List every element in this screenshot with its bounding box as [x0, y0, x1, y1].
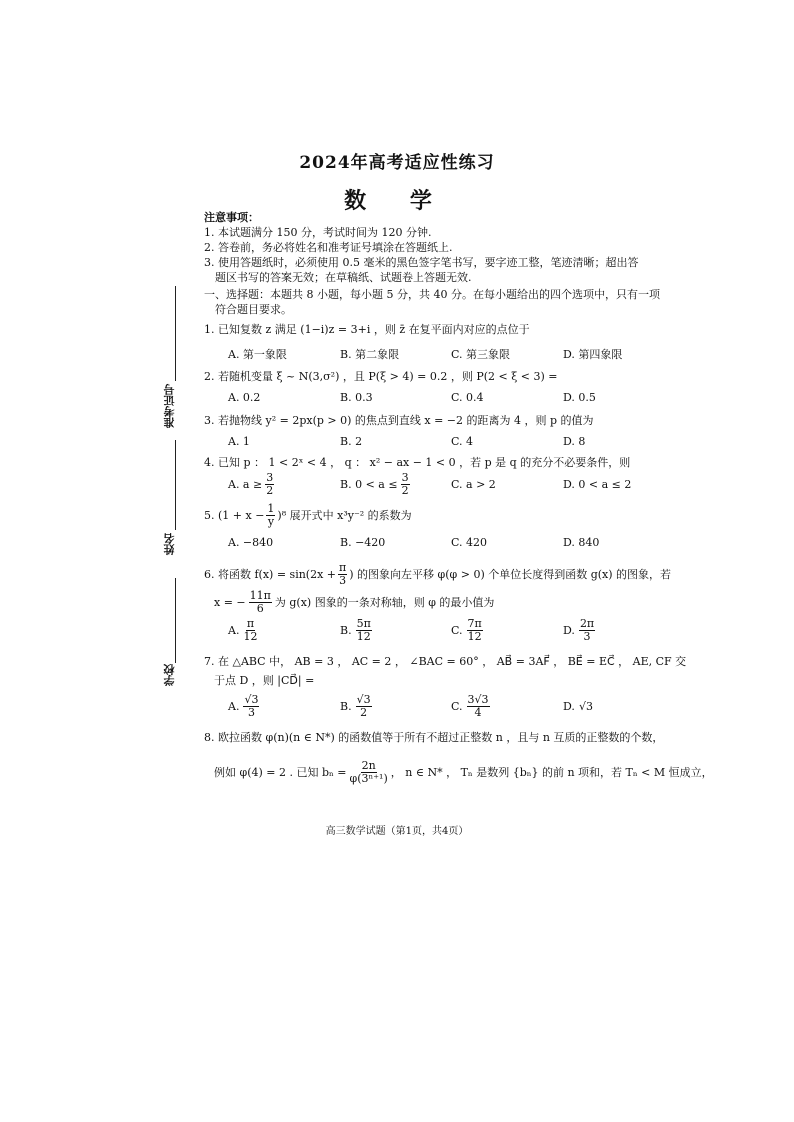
q7c-num: 3√3	[467, 693, 489, 706]
question-2-stem: 2. 若随机变量 ξ ~ N(3,σ²) ，且 P(ξ > 4) = 0.2 ，则 P(2 < ξ < 3) =	[204, 370, 558, 383]
q6-line2-b: 为 g(x) 图象的一条对称轴，则 φ 的最小值为	[274, 595, 495, 609]
q3-option-d: D. 8	[563, 435, 586, 448]
q2-option-d: D. 0.5	[563, 391, 596, 404]
q6c-label: C.	[451, 624, 463, 637]
q7c-label: C.	[451, 700, 463, 713]
q6-option-a	[228, 618, 257, 643]
question-7-line2: 于点 D ，则 |CD⃗| =	[214, 674, 315, 687]
q6-fraction-1	[338, 562, 347, 587]
note-3: 3. 使用答题纸时，必须使用 0.5 毫米的黑色签字笔书写，要字迹工整，笔迹清晰；超出答	[204, 256, 639, 269]
question-6-stem	[204, 562, 671, 587]
q3-option-b: B. 2	[340, 435, 363, 448]
note-2: 2. 答卷前，务必将姓名和准考证号填涂在答题纸上.	[204, 241, 453, 254]
subject-title: 数 学	[344, 188, 450, 214]
school-label: 学校	[163, 664, 176, 686]
q4-option-a	[228, 472, 274, 497]
q7b-den: 2	[360, 706, 368, 719]
q5-stem-a: 5. (1 + x −	[204, 508, 265, 522]
q6-stem-b: ) 的图象向左平移 φ(φ > 0) 个单位长度得到函数 g(x) 的图象，若	[349, 567, 672, 581]
q6c-fraction	[467, 618, 483, 643]
q6c-num: 7π	[467, 617, 482, 630]
name-line	[175, 440, 176, 530]
q8-fraction	[350, 760, 388, 785]
q6-frac2-num: 11π	[249, 589, 271, 602]
question-3-stem: 3. 若抛物线 y² = 2px(p > 0) 的焦点到直线 x = −2 的距离为 4 ，则 p 的值为	[204, 414, 594, 427]
q6d-label: D.	[563, 624, 575, 637]
q7-option-b	[340, 694, 372, 719]
q7a-num: √3	[244, 693, 259, 706]
q8-line2-b: ， n ∈ N* ， Tₙ 是数列 {bₙ} 的前 n 项和，若 Tₙ < M 恒成立，	[390, 765, 713, 779]
q7d-label: D.	[563, 700, 575, 713]
question-1-stem: 1. 已知复数 z 满足 (1−i)z = 3+i ，则 z̄ 在复平面内对应的点位于	[204, 323, 530, 336]
q7-option-c	[451, 694, 490, 719]
q4-option-b	[340, 472, 410, 497]
q4-option-c: C. a > 2	[451, 478, 496, 491]
q7b-fraction	[356, 694, 372, 719]
question-7-stem: 7. 在 △ABC 中， AB = 3 ， AC = 2 ， ∠BAC = 60° ， AB⃗ = 3AF⃗ ， BE⃗ = EC⃗ ， AE, CF 交	[204, 655, 687, 668]
name-label: 姓名	[163, 533, 176, 555]
note-1: 1. 本试题满分 150 分，考试时间为 120 分钟.	[204, 226, 432, 239]
section1-line1: 一、选择题：本题共 8 小题，每小题 5 分，共 40 分。在每小题给出的四个选项中，只有一项	[204, 288, 660, 301]
q6d-fraction	[579, 618, 595, 643]
q7a-label: A.	[228, 700, 240, 713]
q1-option-c: C. 第三象限	[451, 348, 511, 361]
q7b-label: B.	[340, 700, 352, 713]
note-3-cont: 题区书写的答案无效；在草稿纸、试题卷上答题无效.	[215, 271, 472, 284]
q4-option-b-label: B. 0 < a ≤	[340, 478, 398, 491]
question-5-stem	[204, 503, 412, 528]
q6d-den: 3	[583, 630, 591, 643]
exam-id-line	[175, 286, 176, 381]
q6a-fraction	[243, 618, 257, 643]
q6-option-c	[451, 618, 483, 643]
q7-option-a	[228, 694, 259, 719]
question-6-line2	[214, 590, 494, 615]
q1-option-d: D. 第四象限	[563, 348, 623, 361]
q6a-den: 12	[243, 630, 258, 643]
q6-frac1-den: 3	[339, 574, 347, 587]
q5-option-b: B. −420	[340, 536, 386, 549]
notes-heading: 注意事项：	[204, 211, 259, 224]
q6-option-d	[563, 618, 595, 643]
exam-title: 2024年高考适应性练习	[299, 153, 495, 173]
q5-frac-den: y	[267, 515, 275, 528]
q5-frac-num: 1	[267, 502, 275, 515]
q6a-num: π	[246, 617, 255, 630]
q2-option-b: B. 0.3	[340, 391, 373, 404]
school-line	[175, 578, 176, 663]
q7c-fraction	[467, 694, 490, 719]
q6d-num: 2π	[579, 617, 595, 630]
q6c-den: 12	[467, 630, 482, 643]
q8-frac-den: φ(3ⁿ⁺¹)	[349, 772, 388, 785]
q5-option-d: D. 840	[563, 536, 600, 549]
q4-option-a-fraction	[265, 472, 274, 497]
q2-option-a: A. 0.2	[228, 391, 261, 404]
q6-fraction-2	[249, 590, 272, 615]
q6b-den: 12	[356, 630, 371, 643]
question-8-line2	[214, 760, 713, 785]
q4b-frac-num: 3	[401, 471, 409, 484]
q8-frac-num: 2n	[361, 759, 376, 772]
page-footer: 高三数学试题（第1页，共4页）	[325, 826, 469, 837]
q5-option-a: A. −840	[228, 536, 274, 549]
q4-option-a-label: A. a ≥	[228, 478, 263, 491]
q6-frac1-num: π	[339, 561, 347, 574]
q6-frac2-den: 6	[256, 602, 264, 615]
q7a-den: 3	[247, 706, 255, 719]
q4b-frac-den: 2	[401, 484, 409, 497]
q3-option-c: C. 4	[451, 435, 474, 448]
q3-option-a: A. 1	[228, 435, 250, 448]
q6-line2-a: x = −	[214, 595, 246, 609]
exam-id-label: 准考证号	[163, 384, 176, 428]
q4a-frac-num: 3	[266, 471, 274, 484]
q7a-fraction	[243, 694, 259, 719]
q6b-label: B.	[340, 624, 352, 637]
q7b-num: √3	[356, 693, 371, 706]
q4-option-b-fraction	[401, 472, 410, 497]
q6a-label: A.	[228, 624, 240, 637]
q6-stem-a: 6. 将函数 f(x) = sin(2x +	[204, 567, 337, 581]
q7-option-d	[563, 700, 593, 713]
section1-line2: 符合题目要求。	[215, 303, 292, 316]
q5-stem-b: )⁸ 展开式中 x³y⁻² 的系数为	[277, 508, 412, 522]
q6b-num: 5π	[356, 617, 371, 630]
q5-fraction	[266, 503, 275, 528]
q1-option-a: A. 第一象限	[228, 348, 287, 361]
q6-option-b	[340, 618, 372, 643]
q1-option-b: B. 第二象限	[340, 348, 400, 361]
q8-line2-a: 例如 φ(4) = 2 . 已知 bₙ =	[214, 765, 347, 779]
q5-option-c: C. 420	[451, 536, 488, 549]
q7d-value: √3	[578, 700, 593, 713]
question-4-stem: 4. 已知 p ： 1 < 2ˣ < 4 ， q ： x² − ax − 1 < 0 ，若 p 是 q 的充分不必要条件，则	[204, 456, 631, 469]
question-8-stem: 8. 欧拉函数 φ(n)(n ∈ N*) 的函数值等于所有不超过正整数 n ，且与 n 互质的正整数的个数，	[204, 731, 664, 744]
q4-option-d: D. 0 < a ≤ 2	[563, 478, 632, 491]
q2-option-c: C. 0.4	[451, 391, 484, 404]
q7c-den: 4	[474, 706, 482, 719]
q4a-frac-den: 2	[266, 484, 274, 497]
q6b-fraction	[356, 618, 372, 643]
